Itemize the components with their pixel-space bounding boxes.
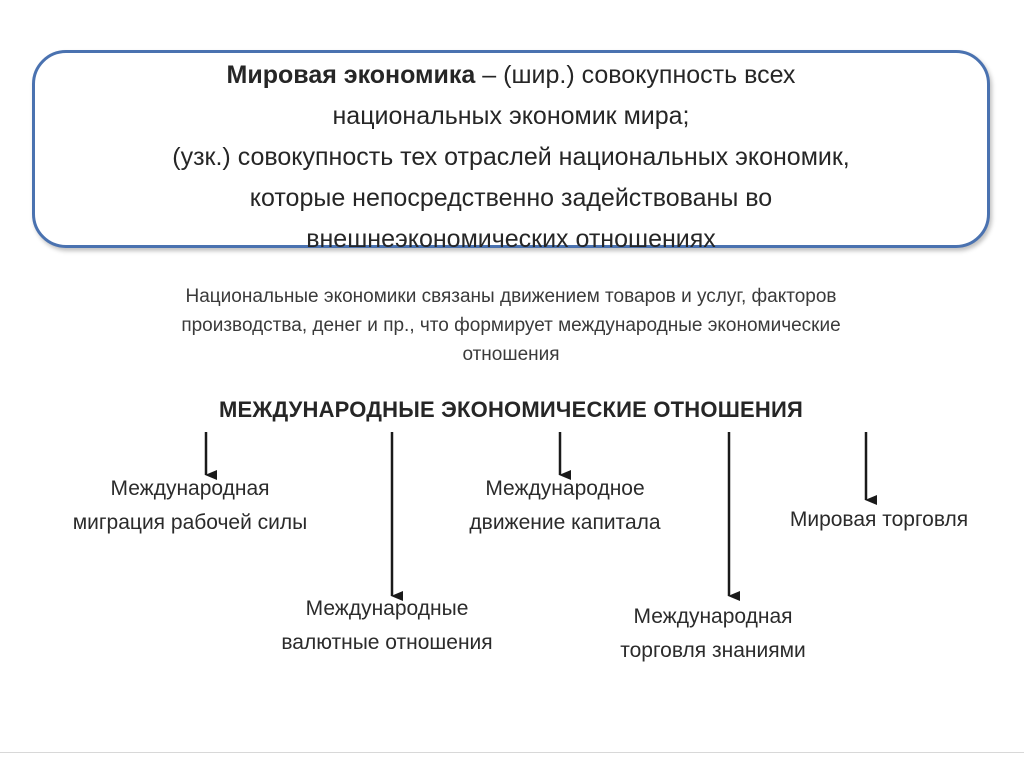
intro-line-1: Национальные экономики связаны движением товаров и услуг, факторов: [185, 286, 837, 307]
slide-bottom-edge: [0, 752, 1024, 753]
definition-line-3: (узк.) совокупность тех отраслей национальных экономик,: [172, 143, 850, 171]
node-knowledge-trade: [568, 600, 858, 668]
node-labor-migration-line-1: Международная: [110, 477, 270, 500]
intro-line-2: производства, денег и пр., что формирует международные экономические: [181, 315, 841, 336]
definition-line-1-rest: – (шир.) совокупность всех: [475, 61, 796, 89]
node-capital-movement: [420, 472, 710, 540]
node-currency-relations-line-1: Международные: [305, 597, 469, 620]
definition-line-4: которые непосредственно задействованы во: [249, 184, 773, 212]
intro-line-3: отношения: [462, 344, 560, 365]
node-world-trade-line-1: Мировая торговля: [789, 508, 969, 531]
node-capital-movement-line-1: Международное: [485, 477, 645, 500]
node-world-trade: [746, 503, 1012, 537]
node-capital-movement-line-2: движение капитала: [469, 511, 661, 534]
node-currency-relations: [222, 592, 552, 660]
node-knowledge-trade-line-1: Международная: [633, 605, 793, 628]
node-knowledge-trade-line-2: торговля знаниями: [620, 639, 806, 662]
node-labor-migration-line-2: миграция рабочей силы: [72, 511, 308, 534]
node-labor-migration: [30, 472, 350, 540]
definition-line-5: внешнеэкономических отношениях: [306, 225, 716, 253]
definition-term: Мировая экономика: [226, 61, 476, 89]
definition-line-2: национальных экономик мира;: [332, 102, 690, 130]
diagram-heading: МЕЖДУНАРОДНЫЕ ЭКОНОМИЧЕСКИЕ ОТНОШЕНИЯ: [219, 397, 803, 422]
node-currency-relations-line-2: валютные отношения: [281, 631, 493, 654]
